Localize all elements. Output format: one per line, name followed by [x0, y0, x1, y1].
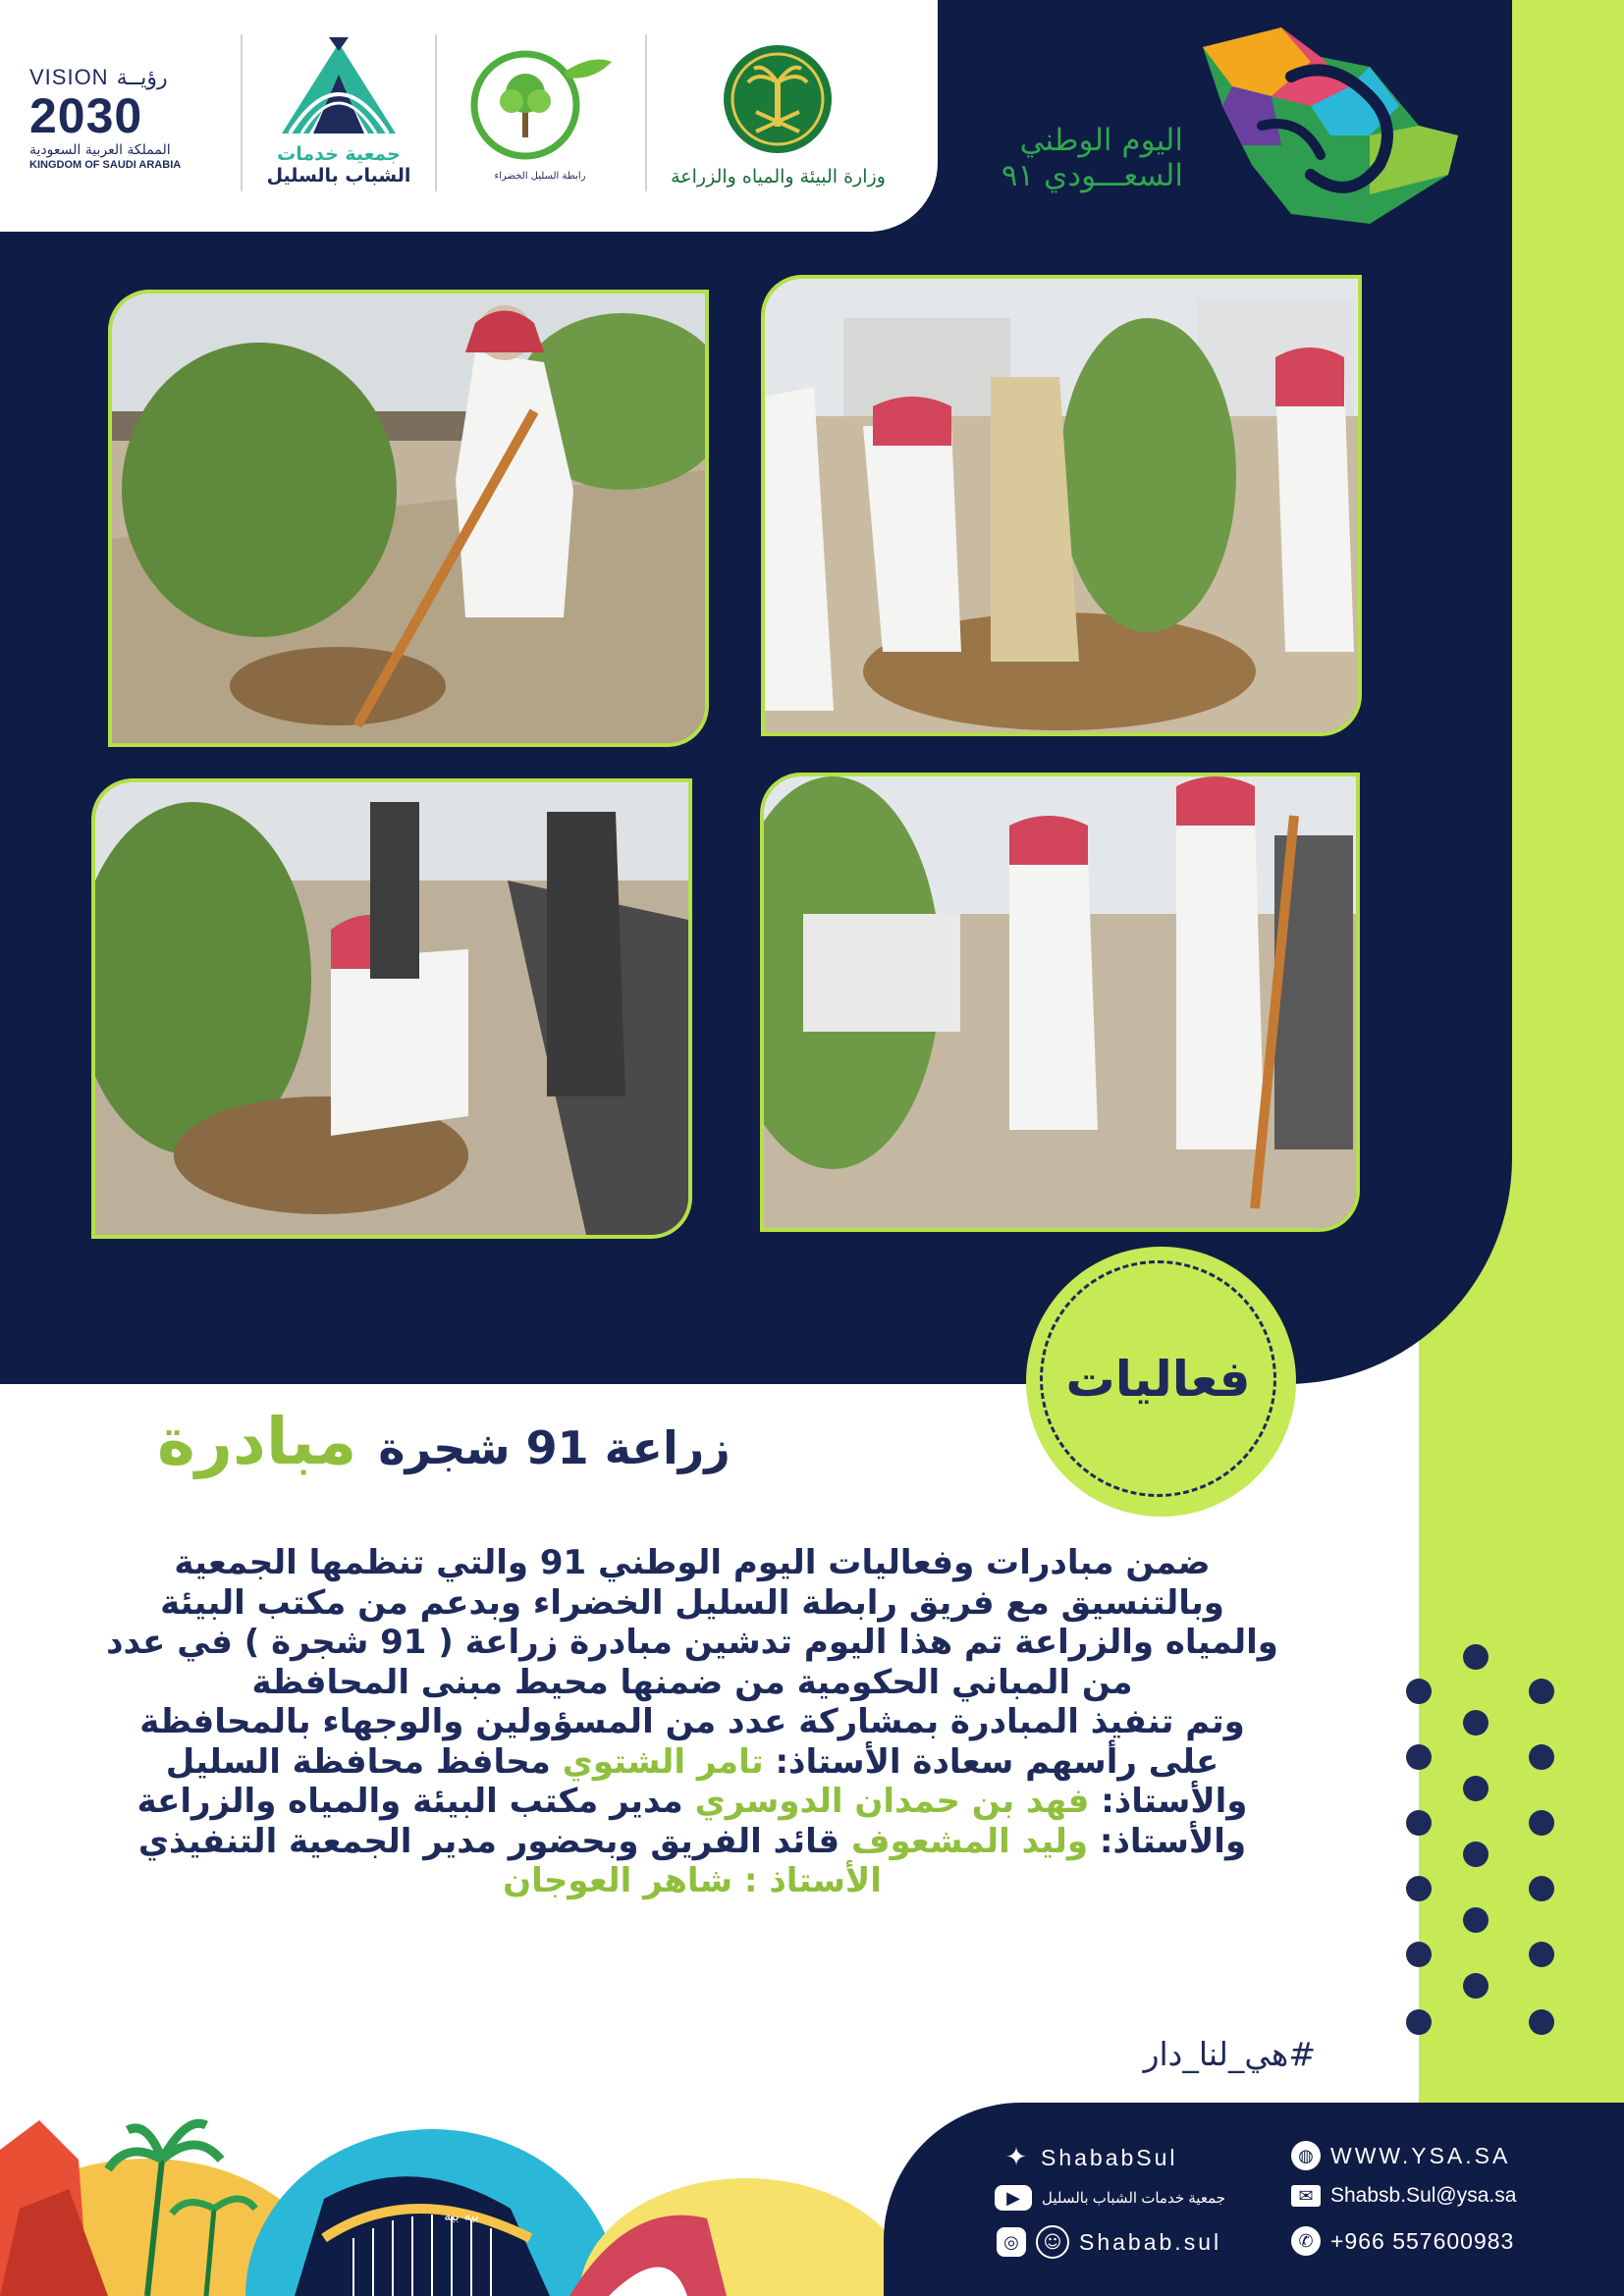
instagram-handle[interactable]: ◎ ☺ Shabab.sul — [997, 2225, 1221, 2259]
hashtag[interactable]: #هي_لنا_دار — [1143, 2035, 1316, 2073]
palm-emblem-icon — [722, 43, 835, 156]
body-line: والمياه والزراعة تم هذا اليوم تدشين مبادرة زراعة ( 91 شجرة ) في عدد — [106, 1623, 1278, 1662]
header-divider — [241, 34, 243, 191]
headline-initiative: مبادرة — [157, 1404, 357, 1479]
official-name: وليد المشعوف — [850, 1821, 1089, 1861]
events-badge — [1026, 1247, 1296, 1517]
youtube-icon: ▶ — [995, 2185, 1032, 2211]
badge-label: فعاليات — [1065, 1350, 1251, 1408]
body-line: من المباني الحكومية من ضمنها محيط مبنى المحافظة — [251, 1662, 1133, 1702]
phone-link[interactable]: ✆ +966 557600983 — [1291, 2226, 1514, 2256]
national-day-title: اليوم الوطني السعـــودي ٩١ — [1001, 123, 1183, 193]
footer-landscape-art — [0, 2091, 972, 2296]
official-name: فهد بن حمدان الدوسري — [694, 1782, 1090, 1821]
photo-officials-planting — [761, 275, 1362, 736]
instagram-icon: ◎ — [997, 2227, 1026, 2257]
snapchat-icon: ☺ — [1036, 2225, 1069, 2259]
youth-association-logo: جمعية خدمات الشباب بالسليل — [260, 25, 417, 196]
green-league-logo: رابطة السليل الخضراء — [461, 39, 619, 187]
header-divider — [645, 34, 647, 191]
mail-icon: ✉ — [1291, 2185, 1321, 2207]
headline-planting: زراعة 91 شجرة — [378, 1421, 731, 1474]
whatsapp-icon: ✆ — [1291, 2226, 1321, 2256]
headline — [157, 1404, 785, 1502]
badge-ring — [1040, 1260, 1276, 1497]
photo-men-standing — [760, 773, 1360, 1232]
body-line: وبالتنسيق مع فريق رابطة السليل الخضراء وبدعم من مكتب البيئة — [160, 1582, 1224, 1623]
body-line: والأستاذ: وليد المشعوف قائد الفريق وبحضور مدير الجمعية التنفيذي — [137, 1821, 1247, 1861]
twitter-handle[interactable]: ✦ ShababSul — [1001, 2143, 1178, 2172]
ministry-logo: وزارة البيئة والمياه والزراعة — [653, 34, 903, 196]
saudi-map-logo — [1173, 18, 1468, 234]
globe-icon: ◍ — [1291, 2141, 1321, 2170]
email-link[interactable]: ✉ Shabsb.Sul@ysa.sa — [1291, 2184, 1516, 2208]
association-mark-icon — [270, 35, 407, 143]
body-line: الأستاذ : شاهر العوجان — [503, 1861, 882, 1900]
body-paragraph — [54, 1543, 1330, 1901]
body-line: وتم تنفيذ المبادرة بمشاركة عدد من المسؤولين والوجهاء بالمحافظة — [139, 1702, 1245, 1741]
youtube-channel[interactable]: ▶ جمعية خدمات الشباب بالسليل — [995, 2185, 1225, 2211]
official-name: تامر الشتوي — [562, 1741, 764, 1782]
photo-man-kneeling — [91, 778, 692, 1239]
website-link[interactable]: ◍ WWW.YSA.SA — [1291, 2141, 1510, 2170]
twitter-icon: ✦ — [1005, 2143, 1027, 2172]
vision-2030-logo: VISION رؤيــة 2030 المملكة العربية السعودية KINGDOM OF SAUDI ARABIA — [29, 65, 182, 171]
photo-man-digging — [108, 290, 709, 747]
body-line: ضمن مبادرات وفعاليات اليوم الوطني 91 والتي تنظمها الجمعية — [174, 1543, 1211, 1582]
tree-circle-icon — [466, 44, 614, 167]
body-line: على رأسهم سعادة الأستاذ: تامر الشتوي محافظ محافظة السليل — [165, 1741, 1219, 1782]
body-line: والأستاذ: فهد بن حمدان الدوسري مدير مكتب البيئة والمياه والزراعة — [136, 1782, 1248, 1821]
header-divider — [435, 34, 437, 191]
footer-art-caption: بيه بيه — [444, 2209, 479, 2224]
